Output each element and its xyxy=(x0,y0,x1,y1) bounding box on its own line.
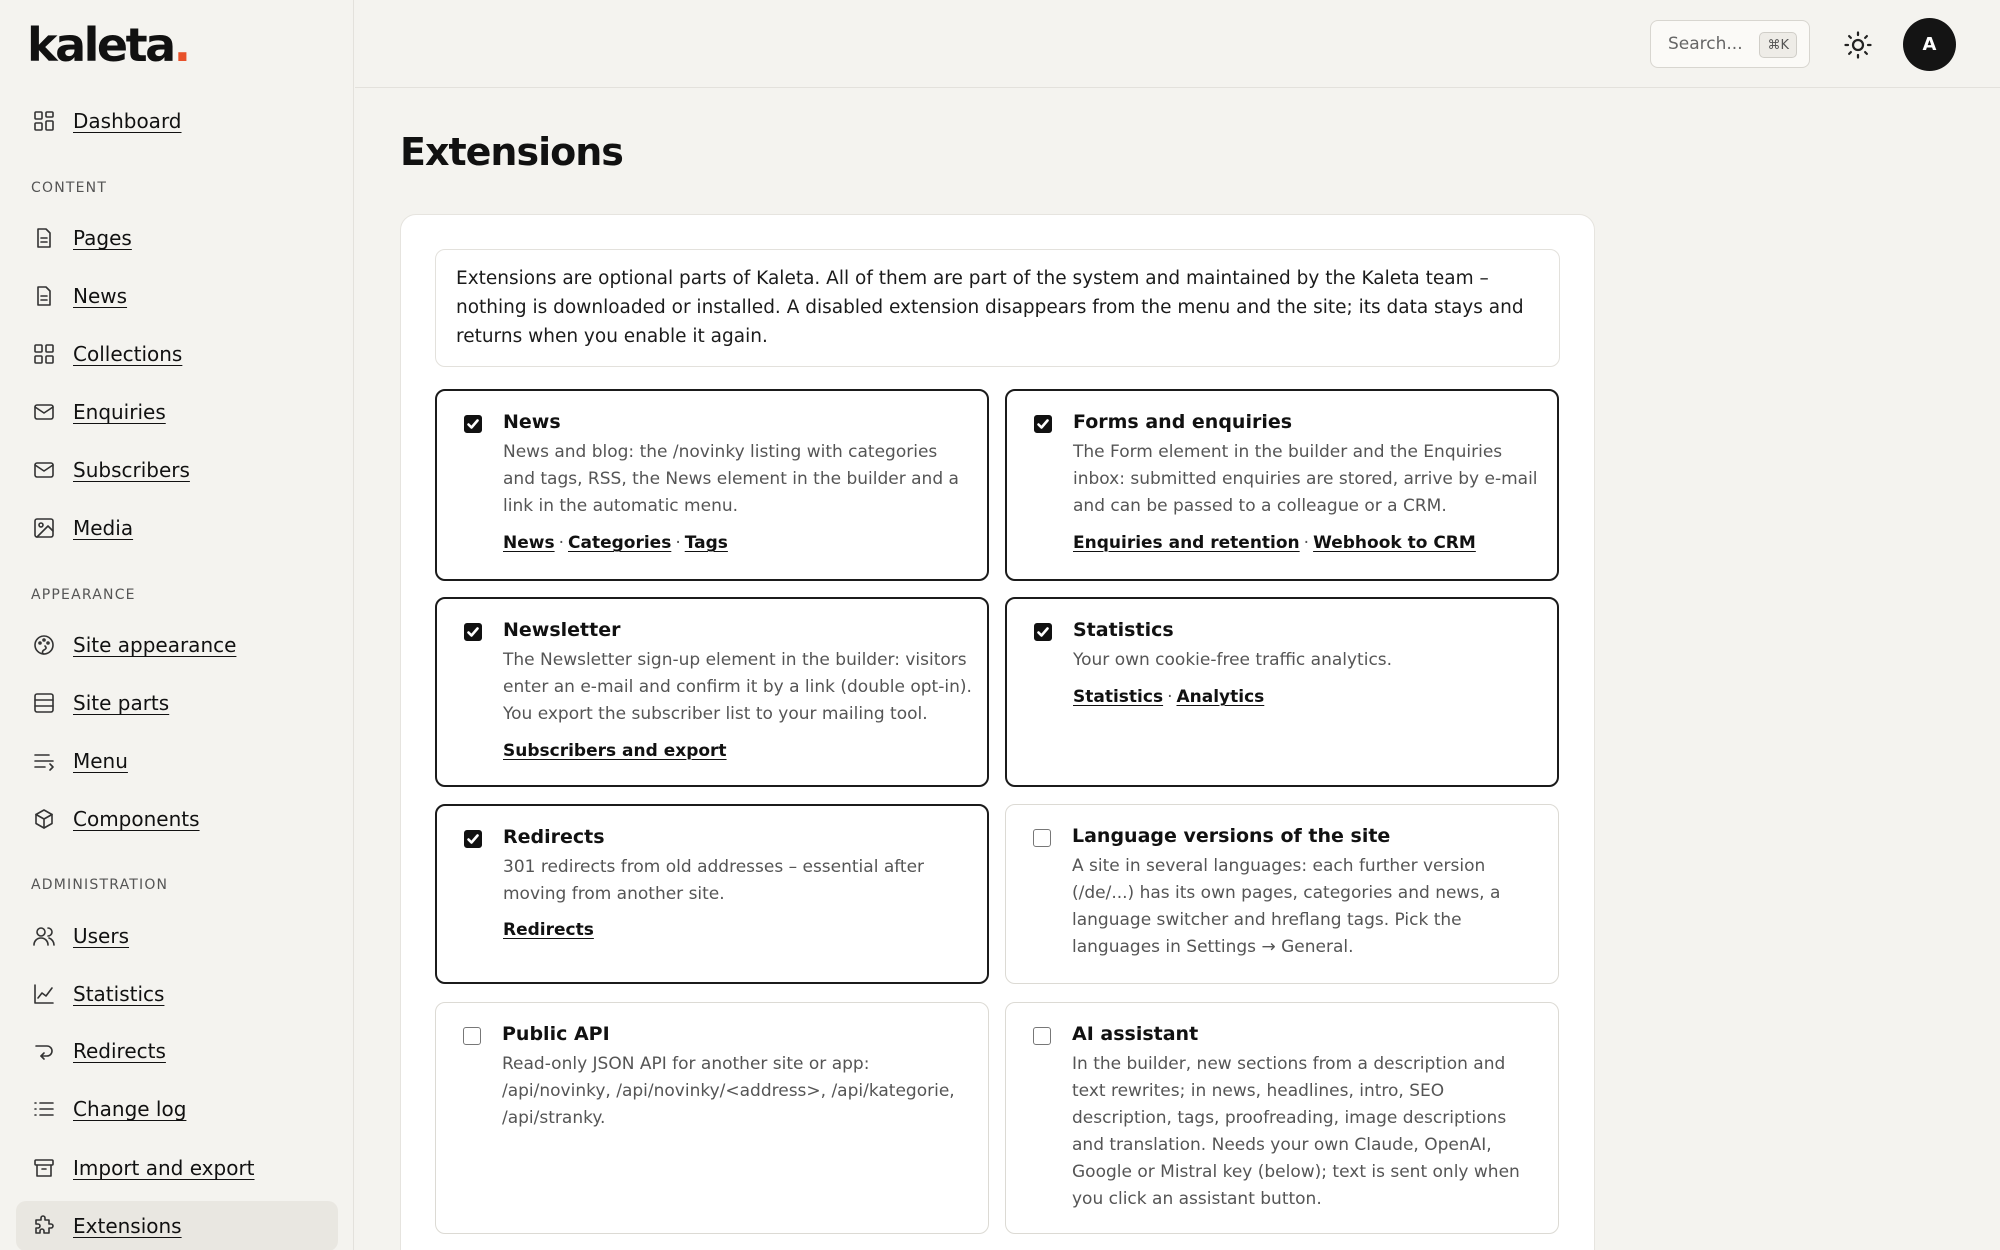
palette-icon xyxy=(30,631,58,659)
sidebar-item-pages[interactable] xyxy=(16,213,338,263)
sidebar-item-label: Subscribers xyxy=(73,458,190,482)
extension-links xyxy=(503,920,594,940)
sidebar-item-site-appearance[interactable] xyxy=(16,620,338,670)
sidebar-item-label: Enquiries xyxy=(73,400,166,424)
link-redirects[interactable]: Redirects xyxy=(503,920,594,940)
mail-icon xyxy=(30,456,58,484)
extension-card-ai-assistant xyxy=(1005,1002,1559,1234)
sidebar-item-subscribers[interactable] xyxy=(16,445,338,495)
extension-toggle-checkbox[interactable] xyxy=(1034,415,1052,433)
list-icon xyxy=(30,1095,58,1123)
section-label-appearance: APPEARANCE xyxy=(31,587,136,603)
extension-card-public-api xyxy=(435,1002,989,1234)
sidebar-item-label: Collections xyxy=(73,342,183,366)
sidebar-item-collections[interactable] xyxy=(16,329,338,379)
sidebar-item-site-parts[interactable] xyxy=(16,678,338,728)
link-news[interactable]: News xyxy=(503,533,555,553)
sidebar-item-label: Components xyxy=(73,807,200,831)
search-placeholder: Search... xyxy=(1668,34,1743,54)
sidebar-item-label: Dashboard xyxy=(73,109,182,133)
extension-description: The Form element in the builder and the Enquiries inbox: submitted enquiries are stored, arrive by e-mail and can be passed to a colleague or a CRM. xyxy=(1073,442,1538,516)
chart-icon xyxy=(30,980,58,1008)
sidebar-item-label: Extensions xyxy=(73,1214,182,1238)
link-enquiries-retention[interactable]: Enquiries and retention xyxy=(1073,533,1300,553)
sidebar-item-label: Site parts xyxy=(73,691,170,715)
extension-card-statistics xyxy=(1005,597,1559,787)
extension-toggle-checkbox[interactable] xyxy=(464,623,482,641)
extension-toggle-checkbox[interactable] xyxy=(464,415,482,433)
extension-title: Statistics xyxy=(1073,619,1174,641)
extension-title: Newsletter xyxy=(503,619,621,641)
sidebar-item-label: Site appearance xyxy=(73,633,237,657)
dashboard-icon xyxy=(30,107,58,135)
extension-title: Language versions of the site xyxy=(1072,825,1391,847)
layout-icon xyxy=(30,689,58,717)
menu-icon xyxy=(30,747,58,775)
link-categories[interactable]: Categories xyxy=(568,533,672,553)
page-title: Extensions xyxy=(400,130,623,174)
intro-notice: Extensions are optional parts of Kaleta. All of them are part of the system and maintained by the Kaleta team – nothing is downloaded or installed. A disabled extension disappears from the menu and the site; its data stays and returns when you enable it again. xyxy=(435,249,1560,367)
extension-links: Enquiries and retention · Webhook to CRM xyxy=(1073,533,1476,553)
puzzle-icon xyxy=(30,1212,58,1240)
search-shortcut: ⌘K xyxy=(1759,32,1797,58)
extension-title: Public API xyxy=(502,1023,610,1045)
document-icon xyxy=(30,282,58,310)
extension-toggle-checkbox[interactable] xyxy=(1033,1027,1051,1045)
extension-title: AI assistant xyxy=(1072,1023,1199,1045)
sidebar-item-components[interactable] xyxy=(16,794,338,844)
sidebar-item-extensions[interactable] xyxy=(16,1201,338,1250)
sidebar-item-statistics[interactable] xyxy=(16,969,338,1019)
mail-icon xyxy=(30,398,58,426)
link-webhook-crm[interactable]: Webhook to CRM xyxy=(1313,533,1476,553)
extension-description: The Newsletter sign-up element in the builder: visitors enter an e-mail and confirm it by a link (double opt-in). You export the subscriber list to your mailing tool. xyxy=(503,650,972,724)
extension-card-language-versions xyxy=(1005,804,1559,984)
cube-icon xyxy=(30,805,58,833)
sidebar-item-users[interactable] xyxy=(16,911,338,961)
image-icon xyxy=(30,514,58,542)
sidebar-item-dashboard[interactable] xyxy=(16,96,338,146)
sidebar-item-import-export[interactable] xyxy=(16,1143,338,1193)
sidebar-item-label: Statistics xyxy=(73,982,165,1006)
sidebar-item-label: Users xyxy=(73,924,130,948)
extension-links xyxy=(503,741,727,761)
sidebar-item-label: Import and export xyxy=(73,1156,255,1180)
sidebar-item-change-log[interactable] xyxy=(16,1084,338,1134)
users-icon xyxy=(30,922,58,950)
extension-title: Redirects xyxy=(503,826,605,848)
link-subscribers-export[interactable]: Subscribers and export xyxy=(503,741,727,761)
sidebar-item-menu[interactable] xyxy=(16,736,338,786)
redirect-icon xyxy=(30,1037,58,1065)
sidebar-item-label: Redirects xyxy=(73,1039,166,1063)
avatar[interactable]: A xyxy=(1903,18,1956,71)
extension-description: 301 redirects from old addresses – essential after moving from another site. xyxy=(503,857,925,904)
extension-description: News and blog: the /novinky listing with categories and tags, RSS, the News element in the builder and a link in the automatic menu. xyxy=(503,442,959,516)
sidebar-item-news[interactable] xyxy=(16,271,338,321)
sidebar-item-label: Change log xyxy=(73,1097,187,1121)
extension-card-news xyxy=(435,389,989,581)
link-analytics[interactable]: Analytics xyxy=(1176,687,1265,707)
sidebar-item-label: Pages xyxy=(73,226,132,250)
link-tags[interactable]: Tags xyxy=(684,533,728,553)
extension-toggle-checkbox[interactable] xyxy=(464,830,482,848)
grid-icon xyxy=(30,340,58,368)
link-statistics[interactable]: Statistics xyxy=(1073,687,1164,707)
section-label-administration: ADMINISTRATION xyxy=(31,877,169,893)
extension-title: Forms and enquiries xyxy=(1073,411,1293,433)
extension-card-forms xyxy=(1005,389,1559,581)
extension-description: Read-only JSON API for another site or app: /api/novinky, /api/novinky/<address>, /api/kategorie, /api/stranky. xyxy=(502,1054,955,1128)
extension-card-redirects xyxy=(435,804,989,984)
sidebar-item-redirects[interactable] xyxy=(16,1026,338,1076)
document-icon xyxy=(30,224,58,252)
archive-icon xyxy=(30,1154,58,1182)
sidebar-item-enquiries[interactable] xyxy=(16,387,338,437)
extension-links: Statistics · Analytics xyxy=(1073,687,1265,707)
extension-toggle-checkbox[interactable] xyxy=(1033,829,1051,847)
extension-description: In the builder, new sections from a description and text rewrites; in news, headlines, intro, SEO description, tags, proofreading, image descriptions and translation. Needs your own Claude, OpenAI, Google or Mistral key (below); text is sent only when you click an assistant button. xyxy=(1072,1054,1520,1209)
sun-icon[interactable] xyxy=(1843,30,1873,60)
brand-logo[interactable]: kaleta. xyxy=(27,18,189,72)
sidebar-item-label: Menu xyxy=(73,749,128,773)
sidebar-item-label: Media xyxy=(73,516,134,540)
extension-card-newsletter xyxy=(435,597,989,787)
extension-description: Your own cookie-free traffic analytics. xyxy=(1073,650,1393,670)
extension-title: News xyxy=(503,411,561,433)
extension-toggle-checkbox[interactable] xyxy=(1034,623,1052,641)
section-label-content: CONTENT xyxy=(31,180,108,196)
sidebar-item-media[interactable] xyxy=(16,503,338,553)
sidebar-item-label: News xyxy=(73,284,128,308)
extension-description: A site in several languages: each further version (/de/...) has its own pages, categories and news, a language switcher and hreflang tags. Pick the languages in Settings → General. xyxy=(1072,856,1501,957)
search-input[interactable] xyxy=(1650,20,1810,68)
extension-links: News · Categories · Tags xyxy=(503,533,728,553)
sidebar xyxy=(0,0,354,1250)
extension-toggle-checkbox[interactable] xyxy=(463,1027,481,1045)
